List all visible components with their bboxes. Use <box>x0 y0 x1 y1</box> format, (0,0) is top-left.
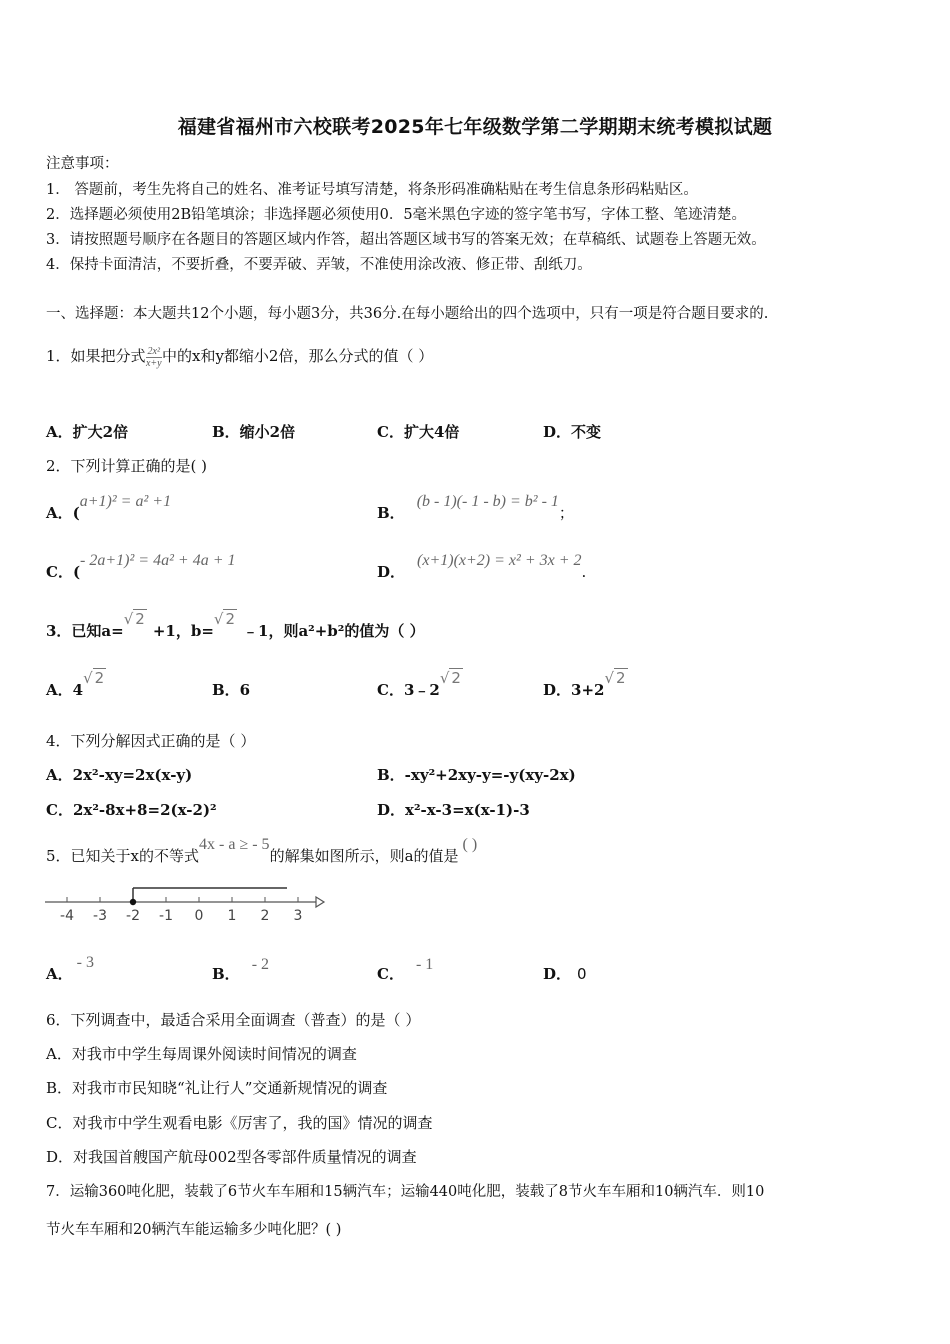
q3-option-d: D．3+2√ 2 <box>543 669 626 699</box>
q1-prefix: 1．如果把分式 <box>46 347 146 365</box>
q2-b-tail: ； <box>558 504 574 522</box>
fraction-numerator: 2x² <box>147 345 160 357</box>
question-3 <box>46 608 425 640</box>
q3-option-b: B．6 <box>212 681 251 699</box>
q2-d-label: D． <box>377 563 406 581</box>
q3-part-2: +1，b= <box>152 622 214 640</box>
q2-b-label: B． <box>377 504 405 522</box>
axis-arrow-icon <box>316 897 324 907</box>
solution-solid-dot <box>130 899 136 905</box>
axis-tick-label: -3 <box>93 908 107 924</box>
q4-option-b: B．-xy²+2xy-y=-y(xy-2x) <box>377 766 576 784</box>
q3-part-3: ﹣1，则a²+b²的值为（ ） <box>243 622 425 640</box>
sqrt-2: √ 2 <box>83 669 105 687</box>
q6-option-b: B．对我市市民知晓“礼让行人”交通新规情况的调查 <box>46 1079 388 1097</box>
q3-part-1: 3．已知a= <box>46 622 124 640</box>
question-4: 4．下列分解因式正确的是（ ） <box>46 732 256 750</box>
notice-item: 3．请按照题号顺序在各题目的答题区域内作答，超出答题区域书写的答案无效；在草稿纸、试题卷上答题无效。 <box>46 232 766 248</box>
q1-option-a: A．扩大2倍 <box>46 423 129 441</box>
question-6: 6．下列调查中，最适合采用全面调查（普查）的是（ ） <box>46 1011 421 1029</box>
number-line <box>40 878 330 928</box>
q1-suffix: 中的x和y都缩小2倍，那么分式的值（ ） <box>161 347 434 365</box>
q2-option-d <box>377 549 587 581</box>
q1-option-c: C．扩大4倍 <box>377 423 460 441</box>
q2-d-expression: (x+1)(x+2) = x² + 3x + 2 <box>417 552 582 569</box>
q4-option-c: C．2x²-8x+8=2(x-2)² <box>46 801 217 819</box>
sqrt-2: √ 2 <box>213 610 236 628</box>
q3-option-a: A．4√ 2 <box>46 669 105 699</box>
q2-d-tail: . <box>581 563 587 581</box>
sqrt-2: √ 2 <box>439 669 461 687</box>
axis-tick-label: -4 <box>60 908 74 924</box>
q2-a-expression: a+1)² = a² +1 <box>79 493 172 510</box>
q5-prefix: 5．已知关于x的不等式 <box>46 847 200 865</box>
q5-paren: ( ) <box>462 836 478 853</box>
q2-c-label: C．( <box>46 563 81 581</box>
question-1 <box>46 345 433 369</box>
q1-option-b: B．缩小2倍 <box>212 423 296 441</box>
fraction-denominator: x+y <box>145 357 162 369</box>
q4-option-a: A．2x²-xy=2x(x-y) <box>46 766 193 784</box>
page-title: 福建省福州市六校联考2025年七年级数学第二学期期末统考模拟试题 <box>177 116 773 138</box>
axis-tick-label: -1 <box>159 908 173 924</box>
question-7-line-1: 7．运输360吨化肥，装载了6节火车车厢和15辆汽车；运输440吨化肥，装载了8节火车车厢和10辆汽车．则10 <box>46 1184 765 1200</box>
notice-item: 1． 答题前，考生先将自己的姓名、准考证号填写清楚，将条形码准确粘贴在考生信息条形码粘贴区。 <box>46 182 698 198</box>
q2-option-c <box>46 549 236 581</box>
q5-option-d: D． 0 <box>543 965 587 983</box>
question-5 <box>46 833 478 865</box>
q5-option-c: C．- 1 <box>377 956 434 983</box>
axis-tick-label: 0 <box>194 908 204 924</box>
notice-item: 2．选择题必须使用2B铅笔填涂；非选择题必须使用0．5毫米黑色字迹的签字笔书写，字体工整、笔迹清楚。 <box>46 207 747 223</box>
q6-option-c: C．对我市中学生观看电影《厉害了，我的国》情况的调查 <box>46 1114 433 1132</box>
q5-option-a: A．- 3 <box>46 954 94 983</box>
q6-option-a: A．对我市中学生每周课外阅读时间情况的调查 <box>46 1045 357 1063</box>
q1-option-d: D．不变 <box>543 423 602 441</box>
q3-option-c: C．3﹣2√ 2 <box>377 669 461 699</box>
axis-ticks <box>60 897 302 924</box>
question-7-line-2: 节火车车厢和20辆汽车能运输多少吨化肥？( ) <box>46 1222 342 1238</box>
q6-option-d: D．对我国首艘国产航母002型各零部件质量情况的调查 <box>46 1148 417 1166</box>
axis-tick-label: 1 <box>227 908 237 924</box>
question-2: 2．下列计算正确的是( ) <box>46 457 208 475</box>
notice-item: 4．保持卡面清洁，不要折叠，不要弄破、弄皱，不准使用涂改液、修正带、刮纸刀。 <box>46 257 592 273</box>
q2-option-b <box>377 490 574 522</box>
notice-heading: 注意事项： <box>46 156 119 172</box>
q5-option-b: B．- 2 <box>212 956 270 983</box>
sqrt-2: √ 2 <box>123 610 145 628</box>
sqrt-2: √ 2 <box>604 669 626 687</box>
axis-tick-label: -2 <box>126 908 140 924</box>
section-heading: 一、选择题：本大题共12个小题，每小题3分，共36分.在每小题给出的四个选项中，只有一项是符合题目要求的. <box>46 306 769 322</box>
q5-inequality: 4x - a ≥ - 5 <box>199 836 270 853</box>
q2-option-a <box>46 490 172 522</box>
q2-a-label: A．( <box>46 504 80 522</box>
fraction <box>146 346 162 369</box>
axis-tick-label: 2 <box>260 908 270 924</box>
axis-tick-label: 3 <box>293 908 303 924</box>
q2-b-expression: (b - 1)(- 1 - b) = b² - 1 <box>416 493 559 510</box>
q2-c-expression: - 2a+1)² = 4a² + 4a + 1 <box>80 552 236 569</box>
q5-suffix: 的解集如图所示，则a的值是 <box>269 847 459 865</box>
q4-option-d: D．x²-x-3=x(x-1)-3 <box>377 801 530 819</box>
